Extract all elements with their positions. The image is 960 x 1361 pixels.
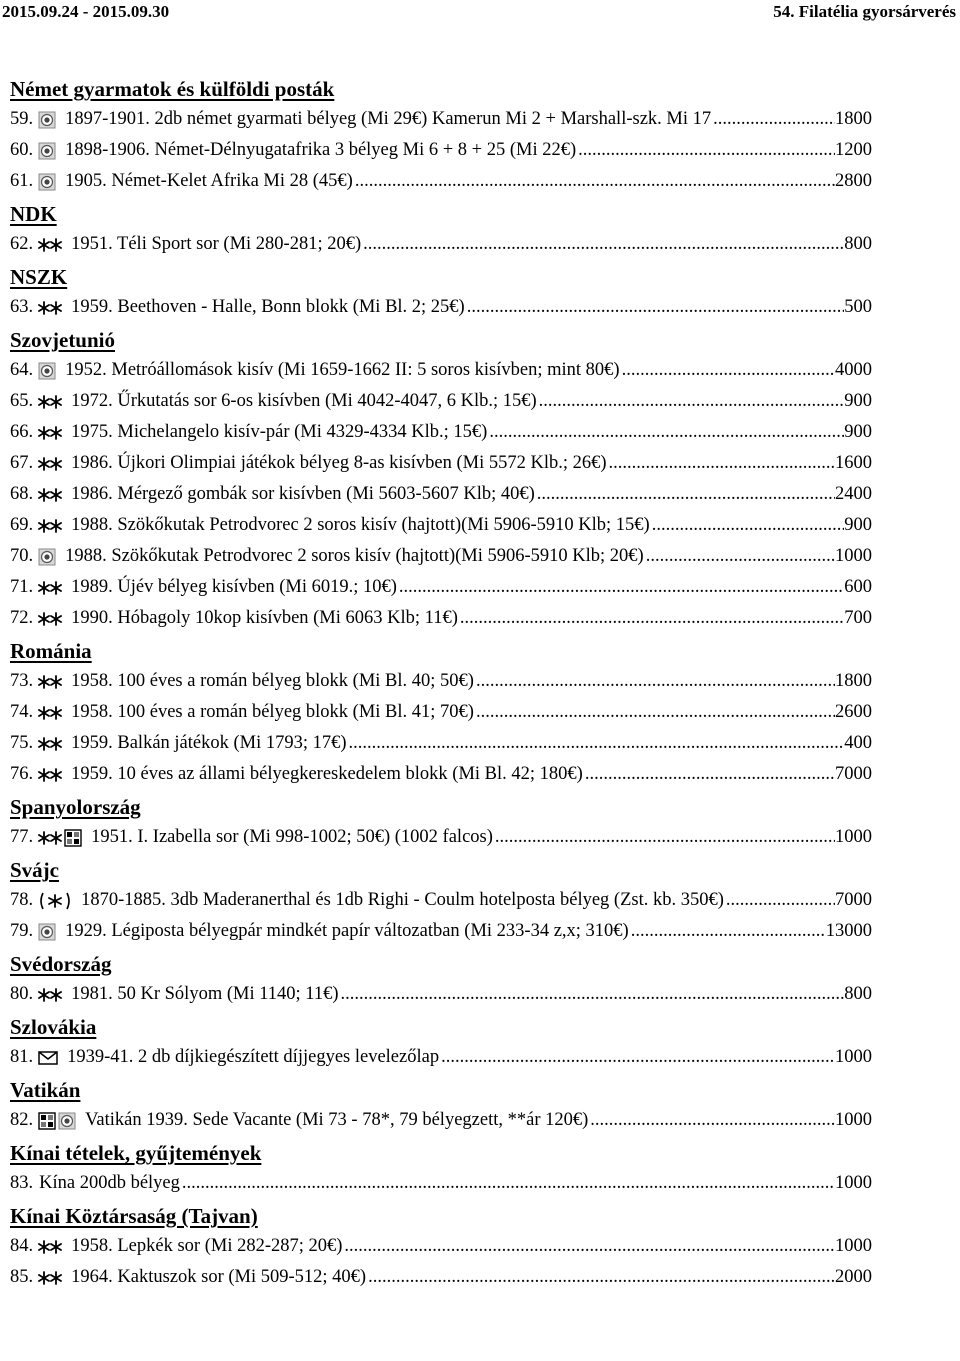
dot-leader [349,728,845,759]
starting-price: 1000 [835,827,872,847]
lot-number: 71. [10,577,34,597]
hinged-icon [64,829,82,847]
condition-icons [38,142,58,160]
mint-never-hinged-icon [38,986,62,1004]
mint-never-hinged-icon [38,704,62,722]
starting-price: 2800 [835,171,872,191]
starting-price: 1000 [835,546,872,566]
lot-number: 76. [10,764,34,784]
starting-price: 7000 [835,764,872,784]
mint-never-hinged-icon [38,393,62,411]
lot-number: 62. [10,234,34,254]
section-heading: Svájc [10,858,59,882]
stamped-icon [38,548,56,566]
dot-leader [341,979,845,1010]
lot-description: 1988. Szökőkutak Petrodvorec 2 soros kisív (hajtott)(Mi 5906-5910 Klb; 15€) [71,515,650,535]
mint-never-hinged-icon [38,517,62,535]
condition-icons [38,829,84,847]
starting-price: 1200 [835,140,872,160]
lot-row [0,697,872,728]
condition-icons [38,735,64,753]
lot-description: 1975. Michelangelo kisív-pár (Mi 4329-4334 Klb.; 15€) [71,422,488,442]
lot-row [0,386,872,417]
stamped-icon [38,362,56,380]
lot-row [0,166,872,197]
lot-row [0,229,872,260]
lot-description: 1939-41. 2 db díjkiegészített díjjegyes levelezőlap [67,1047,440,1067]
dot-leader [344,1231,835,1262]
lot-row [0,916,872,947]
stamped-icon [58,1112,76,1130]
dot-leader [467,292,845,323]
section-heading: Szovjetunió [10,328,115,352]
lot-description: 1952. Metróállomások kisív (Mi 1659-1662 II: 5 soros kisívben; mint 80€) [65,360,620,380]
lot-row [0,666,872,697]
section-heading: NSZK [10,265,68,289]
condition-icons [38,986,64,1004]
condition-icons [38,923,58,941]
starting-price: 1000 [835,1110,872,1130]
lot-number: 82. [10,1110,34,1130]
condition-icons [38,610,64,628]
lot-description: 1870-1885. 3db Maderanerthal és 1db Righi - Coulm hotelposta bélyeg (Zst. kb. 350€) [81,890,724,910]
lot-row [0,1105,872,1136]
lot-number: 59. [10,109,34,129]
lot-number: 72. [10,608,34,628]
lot-row [0,1042,872,1073]
condition-icons [38,517,64,535]
starting-price: 500 [844,297,872,317]
dot-leader [585,759,835,790]
lot-row [0,728,872,759]
lot-row [0,1231,872,1262]
dot-leader [537,479,835,510]
lot-description: 1958. 100 éves a román bélyeg blokk (Mi Bl. 41; 70€) [71,702,474,722]
lot-row [0,603,872,634]
section-heading: Kínai tételek, gyűjtemények [10,1141,262,1165]
lot-number: 73. [10,671,34,691]
lot-row [0,135,872,166]
lot-number: 60. [10,140,34,160]
cover-icon [38,1049,58,1067]
lot-description: 1986. Mérgező gombák sor kisívben (Mi 5603-5607 Klb; 40€) [71,484,535,504]
starting-price: 4000 [835,360,872,380]
dot-leader [460,603,844,634]
lot-number: 81. [10,1047,34,1067]
lot-row [0,417,872,448]
lot-description: 1988. Szökőkutak Petrodvorec 2 soros kisív (hajtott)(Mi 5906-5910 Klb; 20€) [65,546,644,566]
dot-leader [646,541,835,572]
stamped-icon [38,111,56,129]
condition-icons [38,1238,64,1256]
dot-leader [441,1042,835,1073]
dot-leader [652,510,845,541]
dot-leader [539,386,845,417]
lot-number: 64. [10,360,34,380]
lot-description: 1958. 100 éves a román bélyeg blokk (Mi Bl. 40; 50€) [71,671,474,691]
dot-leader [631,916,826,947]
lot-description: 1897-1901. 2db német gyarmati bélyeg (Mi 29€) Kamerun Mi 2 + Marshall-szk. Mi 17 [65,109,712,129]
mint-never-hinged-icon [38,829,62,847]
lot-number: 61. [10,171,34,191]
starting-price: 7000 [835,890,872,910]
lot-row [0,979,872,1010]
mint-never-hinged-icon [38,236,62,254]
lot-number: 85. [10,1267,34,1287]
condition-icons [38,1049,60,1067]
lot-number: 79. [10,921,34,941]
lot-number: 67. [10,453,34,473]
starting-price: 1000 [835,1047,872,1067]
lot-description: 1898-1906. Német-Délnyugatafrika 3 bélyeg Mi 6 + 8 + 25 (Mi 22€) [65,140,577,160]
condition-icons [38,299,64,317]
lot-description: 1959. Beethoven - Halle, Bonn blokk (Mi Bl. 2; 25€) [71,297,465,317]
section-heading: Vatikán [10,1078,81,1102]
starting-price: 2000 [835,1267,872,1287]
lot-row [0,510,872,541]
condition-icons [38,362,58,380]
starting-price: 400 [844,733,872,753]
lot-number: 84. [10,1236,34,1256]
condition-icons [38,393,64,411]
section-heading: Német gyarmatok és külföldi posták [10,77,335,101]
starting-price: 1000 [835,1173,872,1193]
dot-leader [355,166,835,197]
condition-icons [38,673,64,691]
condition-icons [38,766,64,784]
mint-never-hinged-icon [38,455,62,473]
condition-icons [38,704,64,722]
lot-description: Kína 200db bélyeg [39,1173,180,1193]
condition-icons [38,236,64,254]
lot-description: 1951. I. Izabella sor (Mi 998-1002; 50€) (1002 falcos) [91,827,493,847]
lot-row [0,104,872,135]
lot-number: 77. [10,827,34,847]
lot-number: 63. [10,297,34,317]
mint-never-hinged-icon [38,486,62,504]
mint-no-gum-icon [38,892,72,910]
condition-icons [38,173,58,191]
condition-icons [38,111,58,129]
lot-row [0,822,872,853]
section-heading: Spanyolország [10,795,141,819]
lot-row [0,355,872,386]
lot-number: 69. [10,515,34,535]
section-heading: Svédország [10,952,112,976]
section-heading: Kínai Köztársaság (Tajvan) [10,1204,258,1228]
lot-row [0,1168,872,1199]
lot-row [0,292,872,323]
starting-price: 2400 [835,484,872,504]
dot-leader [578,135,835,166]
lot-row [0,541,872,572]
lot-row [0,479,872,510]
lot-list [0,74,960,1293]
mint-never-hinged-icon [38,1238,62,1256]
dot-leader [489,417,844,448]
dot-leader [590,1105,835,1136]
lot-number: 65. [10,391,34,411]
section-heading: NDK [10,202,57,226]
lot-row [0,885,872,916]
dot-leader [726,885,835,916]
starting-price: 2600 [835,702,872,722]
lot-description: 1959. Balkán játékok (Mi 1793; 17€) [71,733,347,753]
starting-price: 900 [844,515,872,535]
page-header [0,2,960,26]
condition-icons [38,892,74,910]
condition-icons [38,455,64,473]
section-heading: Románia [10,639,92,663]
dot-leader [622,355,835,386]
mint-never-hinged-icon [38,299,62,317]
lot-number: 80. [10,984,34,1004]
lot-description: 1981. 50 Kr Sólyom (Mi 1140; 11€) [71,984,339,1004]
stamped-icon [38,173,56,191]
section-heading: Szlovákia [10,1015,97,1039]
mint-never-hinged-icon [38,673,62,691]
starting-price: 900 [844,422,872,442]
starting-price: 900 [844,391,872,411]
lot-number: 83. [10,1173,34,1193]
starting-price: 800 [844,984,872,1004]
lot-number: 66. [10,422,34,442]
mint-never-hinged-icon [38,1269,62,1287]
lot-description: 1929. Légiposta bélyegpár mindkét papír változatban (Mi 233-34 z,x; 310€) [65,921,629,941]
condition-icons [38,579,64,597]
starting-price: 1600 [835,453,872,473]
mint-never-hinged-icon [38,610,62,628]
starting-price: 1800 [835,109,872,129]
starting-price: 13000 [825,921,872,941]
starting-price: 600 [844,577,872,597]
dot-leader [399,572,844,603]
dot-leader [495,822,835,853]
starting-price: 700 [844,608,872,628]
mint-never-hinged-icon [38,766,62,784]
lot-description: 1990. Hóbagoly 10kop kisívben (Mi 6063 Klb; 11€) [71,608,458,628]
stamped-icon [38,142,56,160]
dot-leader [182,1168,835,1199]
dot-leader [713,104,835,135]
starting-price: 1800 [835,671,872,691]
lot-number: 74. [10,702,34,722]
mint-never-hinged-icon [38,579,62,597]
lot-description: 1951. Téli Sport sor (Mi 280-281; 20€) [71,234,362,254]
condition-icons [38,548,58,566]
lot-description: 1959. 10 éves az állami bélyegkereskedelem blokk (Mi Bl. 42; 180€) [71,764,583,784]
condition-icons [38,1269,64,1287]
lot-row [0,1262,872,1293]
hinged-icon [38,1112,56,1130]
lot-number: 68. [10,484,34,504]
lot-number: 78. [10,890,34,910]
lot-row [0,448,872,479]
condition-icons [38,486,64,504]
lot-description: Vatikán 1939. Sede Vacante (Mi 73 - 78*, 79 bélyegzett, **ár 120€) [85,1110,589,1130]
stamped-icon [38,923,56,941]
dot-leader [476,666,835,697]
mint-never-hinged-icon [38,424,62,442]
starting-price: 1000 [835,1236,872,1256]
dot-leader [476,697,835,728]
starting-price: 800 [844,234,872,254]
auction-title: 54. Filatélia gyorsárverés [773,2,956,21]
lot-description: 1958. Lepkék sor (Mi 282-287; 20€) [71,1236,343,1256]
lot-description: 1989. Újév bélyeg kisívben (Mi 6019.; 10€) [71,577,397,597]
lot-row [0,759,872,790]
lot-description: 1905. Német-Kelet Afrika Mi 28 (45€) [65,171,353,191]
condition-icons [38,1112,78,1130]
auction-dates: 2015.09.24 - 2015.09.30 [2,2,170,21]
lot-number: 75. [10,733,34,753]
dot-leader [609,448,835,479]
dot-leader [368,1262,835,1293]
lot-description: 1964. Kaktuszok sor (Mi 509-512; 40€) [71,1267,367,1287]
lot-description: 1986. Újkori Olimpiai játékok bélyeg 8-as kisívben (Mi 5572 Klb.; 26€) [71,453,607,473]
dot-leader [363,229,844,260]
lot-description: 1972. Űrkutatás sor 6-os kisívben (Mi 4042-4047, 6 Klb.; 15€) [71,391,537,411]
lot-number: 70. [10,546,34,566]
mint-never-hinged-icon [38,735,62,753]
condition-icons [38,424,64,442]
lot-row [0,572,872,603]
